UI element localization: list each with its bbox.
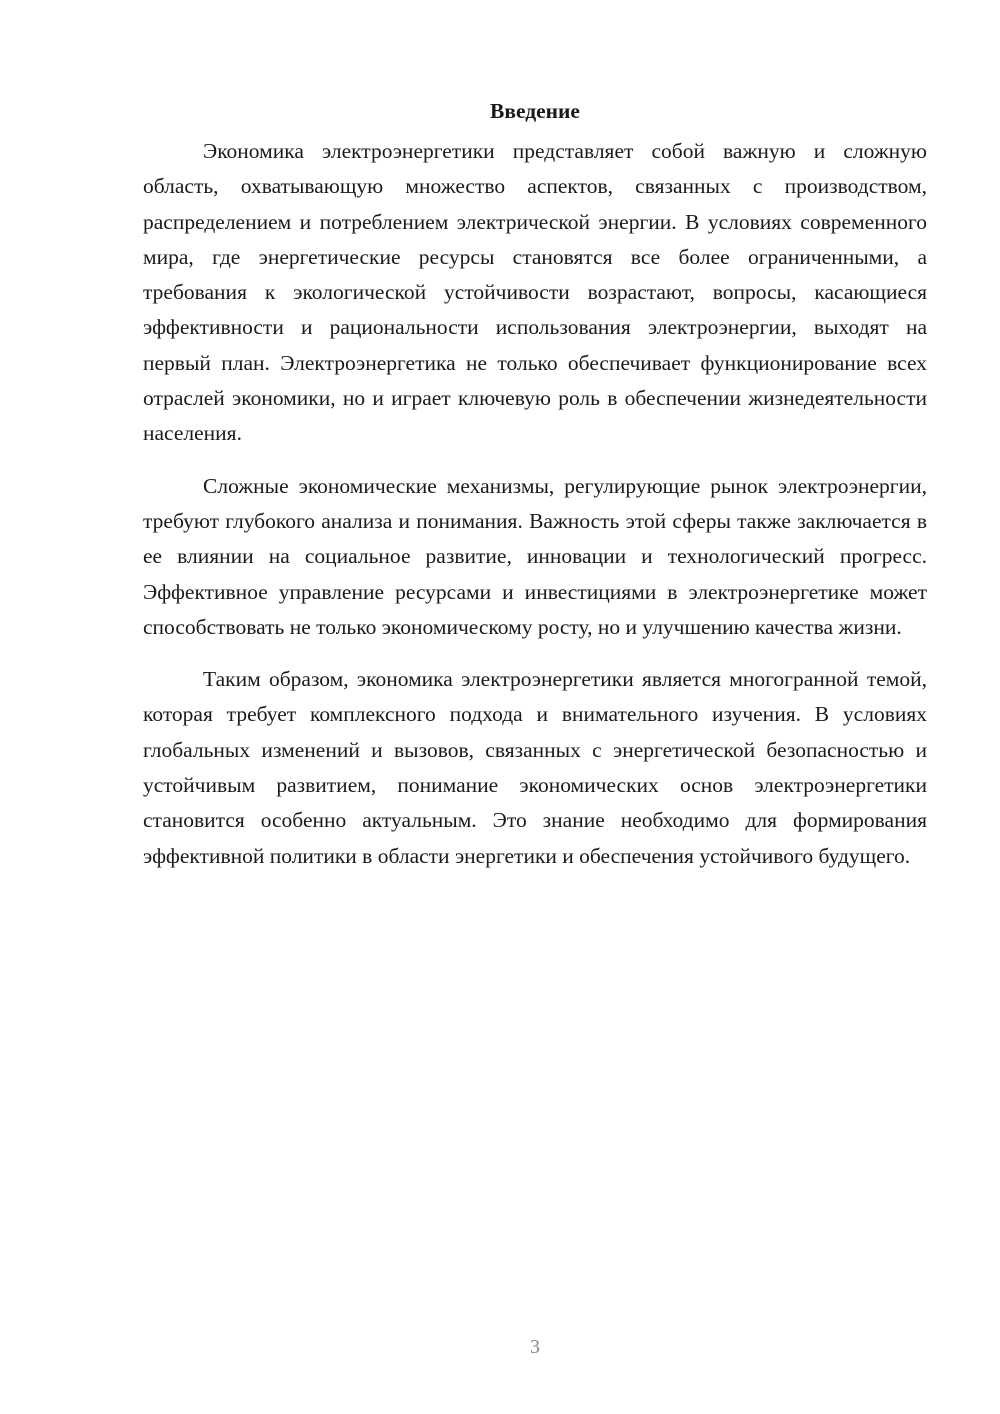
page-number: 3 [530, 1336, 540, 1358]
page-content [143, 97, 927, 891]
section-heading: Введение [490, 99, 580, 123]
paragraph-3: Таким образом, экономика электроэнергетики является многогранной темой, которая требует комплексного подхода и внимательного изучения. В условиях глобальных изменений и вызовов, связанных с энергетической безопасностью и устойчивым развитием, понимание экономических основ электроэнергетики становится особенно актуальным. Это знание необходимо для формирования эффективной политики в области энергетики и обеспечения устойчивого будущего. [143, 667, 927, 868]
paragraph-2: Сложные экономические механизмы, регулирующие рынок электроэнергии, требуют глубокого анализа и понимания. Важность этой сферы также заключается в ее влиянии на социальное развитие, инновации и технологический прогресс. Эффективное управление ресурсами и инвестициями в электроэнергетике может способствовать не только экономическому росту, но и улучшению качества жизни. [143, 473, 927, 639]
paragraph-1: Экономика электроэнергетики представляет собой важную и сложную область, охватывающую множество аспектов, связанных с производством, распределением и потреблением электрической энергии. В условиях современного мира, где энергетические ресурсы становятся все более ограниченными, а требования к экологической устойчивости возрастают, вопросы, касающиеся эффективности и рациональности использования электроэнергии, выходят на первый план. Электроэнергетика не только обеспечивает функционирование всех отраслей экономики, но и играет ключевую роль в обеспечении жизнедеятельности населения. [143, 139, 927, 446]
